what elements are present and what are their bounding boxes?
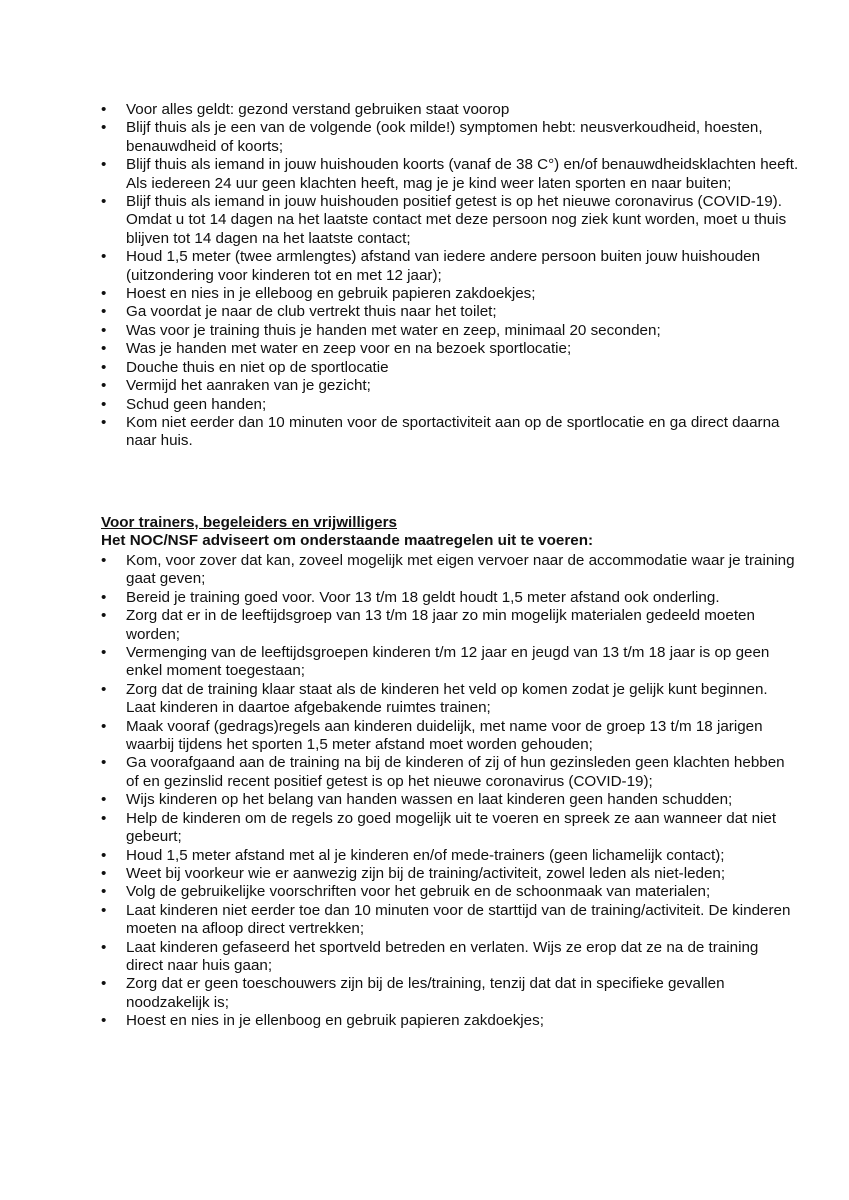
list-item: • Laat kinderen niet eerder toe dan 10 minuten voor de starttijd van de training/activiteit. De kinderen moeten na afloop direct vertrekken; (0, 902, 849, 939)
list-item: • Was voor je training thuis je handen met water en zeep, minimaal 20 seconden; (0, 322, 849, 340)
list-item: • Weet bij voorkeur wie er aanwezig zijn bij de training/activiteit, zowel leden als niet-leden; (0, 865, 849, 883)
section-heading: Voor trainers, begeleiders en vrijwilligers (101, 514, 397, 531)
list-item: • Help de kinderen om de regels zo goed mogelijk uit te voeren en spreek ze aan wanneer dat niet gebeurt; (0, 810, 849, 847)
list-item: • Wijs kinderen op het belang van handen wassen en laat kinderen geen handen schudden; (0, 791, 849, 809)
list-item: • Blijf thuis als je een van de volgende (ook milde!) symptomen hebt: neusverkoudheid, hoesten, benauwdheid of koorts; (0, 119, 849, 156)
list-item: • Houd 1,5 meter afstand met al je kinderen en/of mede-trainers (geen lichamelijk contact); (0, 847, 849, 865)
list-item: • Douche thuis en niet op de sportlocatie (0, 359, 849, 377)
list-item: • Zorg dat er geen toeschouwers zijn bij de les/training, tenzij dat dat in specifieke gevallen noodzakelijk is; (0, 975, 849, 1012)
list-item: • Vermijd het aanraken van je gezicht; (0, 377, 849, 395)
list-item: • Voor alles geldt: gezond verstand gebruiken staat voorop (0, 101, 849, 119)
list-item: • Ga voordat je naar de club vertrekt thuis naar het toilet; (0, 303, 849, 321)
list-item: • Kom, voor zover dat kan, zoveel mogelijk met eigen vervoer naar de accommodatie waar je training gaat geven; (0, 552, 849, 589)
list-item: • Blijf thuis als iemand in jouw huishouden koorts (vanaf de 38 C°) en/of benauwdheidsklachten heeft. Als iedereen 24 uur geen klachten heeft, mag je je kind weer laten sporten en naar buiten; (0, 156, 849, 193)
list-item: • Ga voorafgaand aan de training na bij de kinderen of zij of hun gezinsleden geen klachten hebben of en gezinslid recent positief getest is op het nieuwe coronavirus (COVID-19); (0, 754, 849, 791)
list-item: • Maak vooraf (gedrags)regels aan kinderen duidelijk, met name voor de groep 13 t/m 18 jarigen waarbij tijdens het sporten 1,5 meter afstand moet worden gehouden; (0, 718, 849, 755)
list-item: • Houd 1,5 meter (twee armlengtes) afstand van iedere andere persoon buiten jouw huishouden (uitzondering voor kinderen tot en met 12 jaar); (0, 248, 849, 285)
list-item: • Zorg dat er in de leeftijdsgroep van 13 t/m 18 jaar zo min mogelijk materialen gedeeld moeten worden; (0, 607, 849, 644)
list-item: • Volg de gebruikelijke voorschriften voor het gebruik en de schoonmaak van materialen; (0, 883, 849, 901)
list-item: • Hoest en nies in je elleboog en gebruik papieren zakdoekjes; (0, 285, 849, 303)
list-item: • Hoest en nies in je ellenboog en gebruik papieren zakdoekjes; (0, 1012, 849, 1030)
list-item: • Schud geen handen; (0, 396, 849, 414)
list-item: • Kom niet eerder dan 10 minuten voor de sportactiviteit aan op de sportlocatie en ga direct daarna naar huis. (0, 414, 849, 451)
list-item: • Was je handen met water en zeep voor en na bezoek sportlocatie; (0, 340, 849, 358)
list-item: • Blijf thuis als iemand in jouw huishouden positief getest is op het nieuwe coronavirus (COVID-19). Omdat u tot 14 dagen na het laatste contact met deze persoon nog ziek kunt worden, moet u thuis blijven tot 14 dagen na het laatste contact; (0, 193, 849, 248)
trainer-rules-list (0, 552, 849, 1031)
section-intro: Het NOC/NSF adviseert om onderstaande maatregelen uit te voeren: (101, 532, 594, 549)
list-item: • Zorg dat de training klaar staat als de kinderen het veld op komen zodat je gelijk kunt beginnen. Laat kinderen in daartoe afgebakende ruimtes trainen; (0, 681, 849, 718)
general-rules-list (0, 101, 849, 451)
list-item: • Vermenging van de leeftijdsgroepen kinderen t/m 12 jaar en jeugd van 13 t/m 18 jaar is op geen enkel moment toegestaan; (0, 644, 849, 681)
list-item: • Bereid je training goed voor. Voor 13 t/m 18 geldt houdt 1,5 meter afstand ook onderling. (0, 589, 849, 607)
list-item: • Laat kinderen gefaseerd het sportveld betreden en verlaten. Wijs ze erop dat ze na de training direct naar huis gaan; (0, 939, 849, 976)
